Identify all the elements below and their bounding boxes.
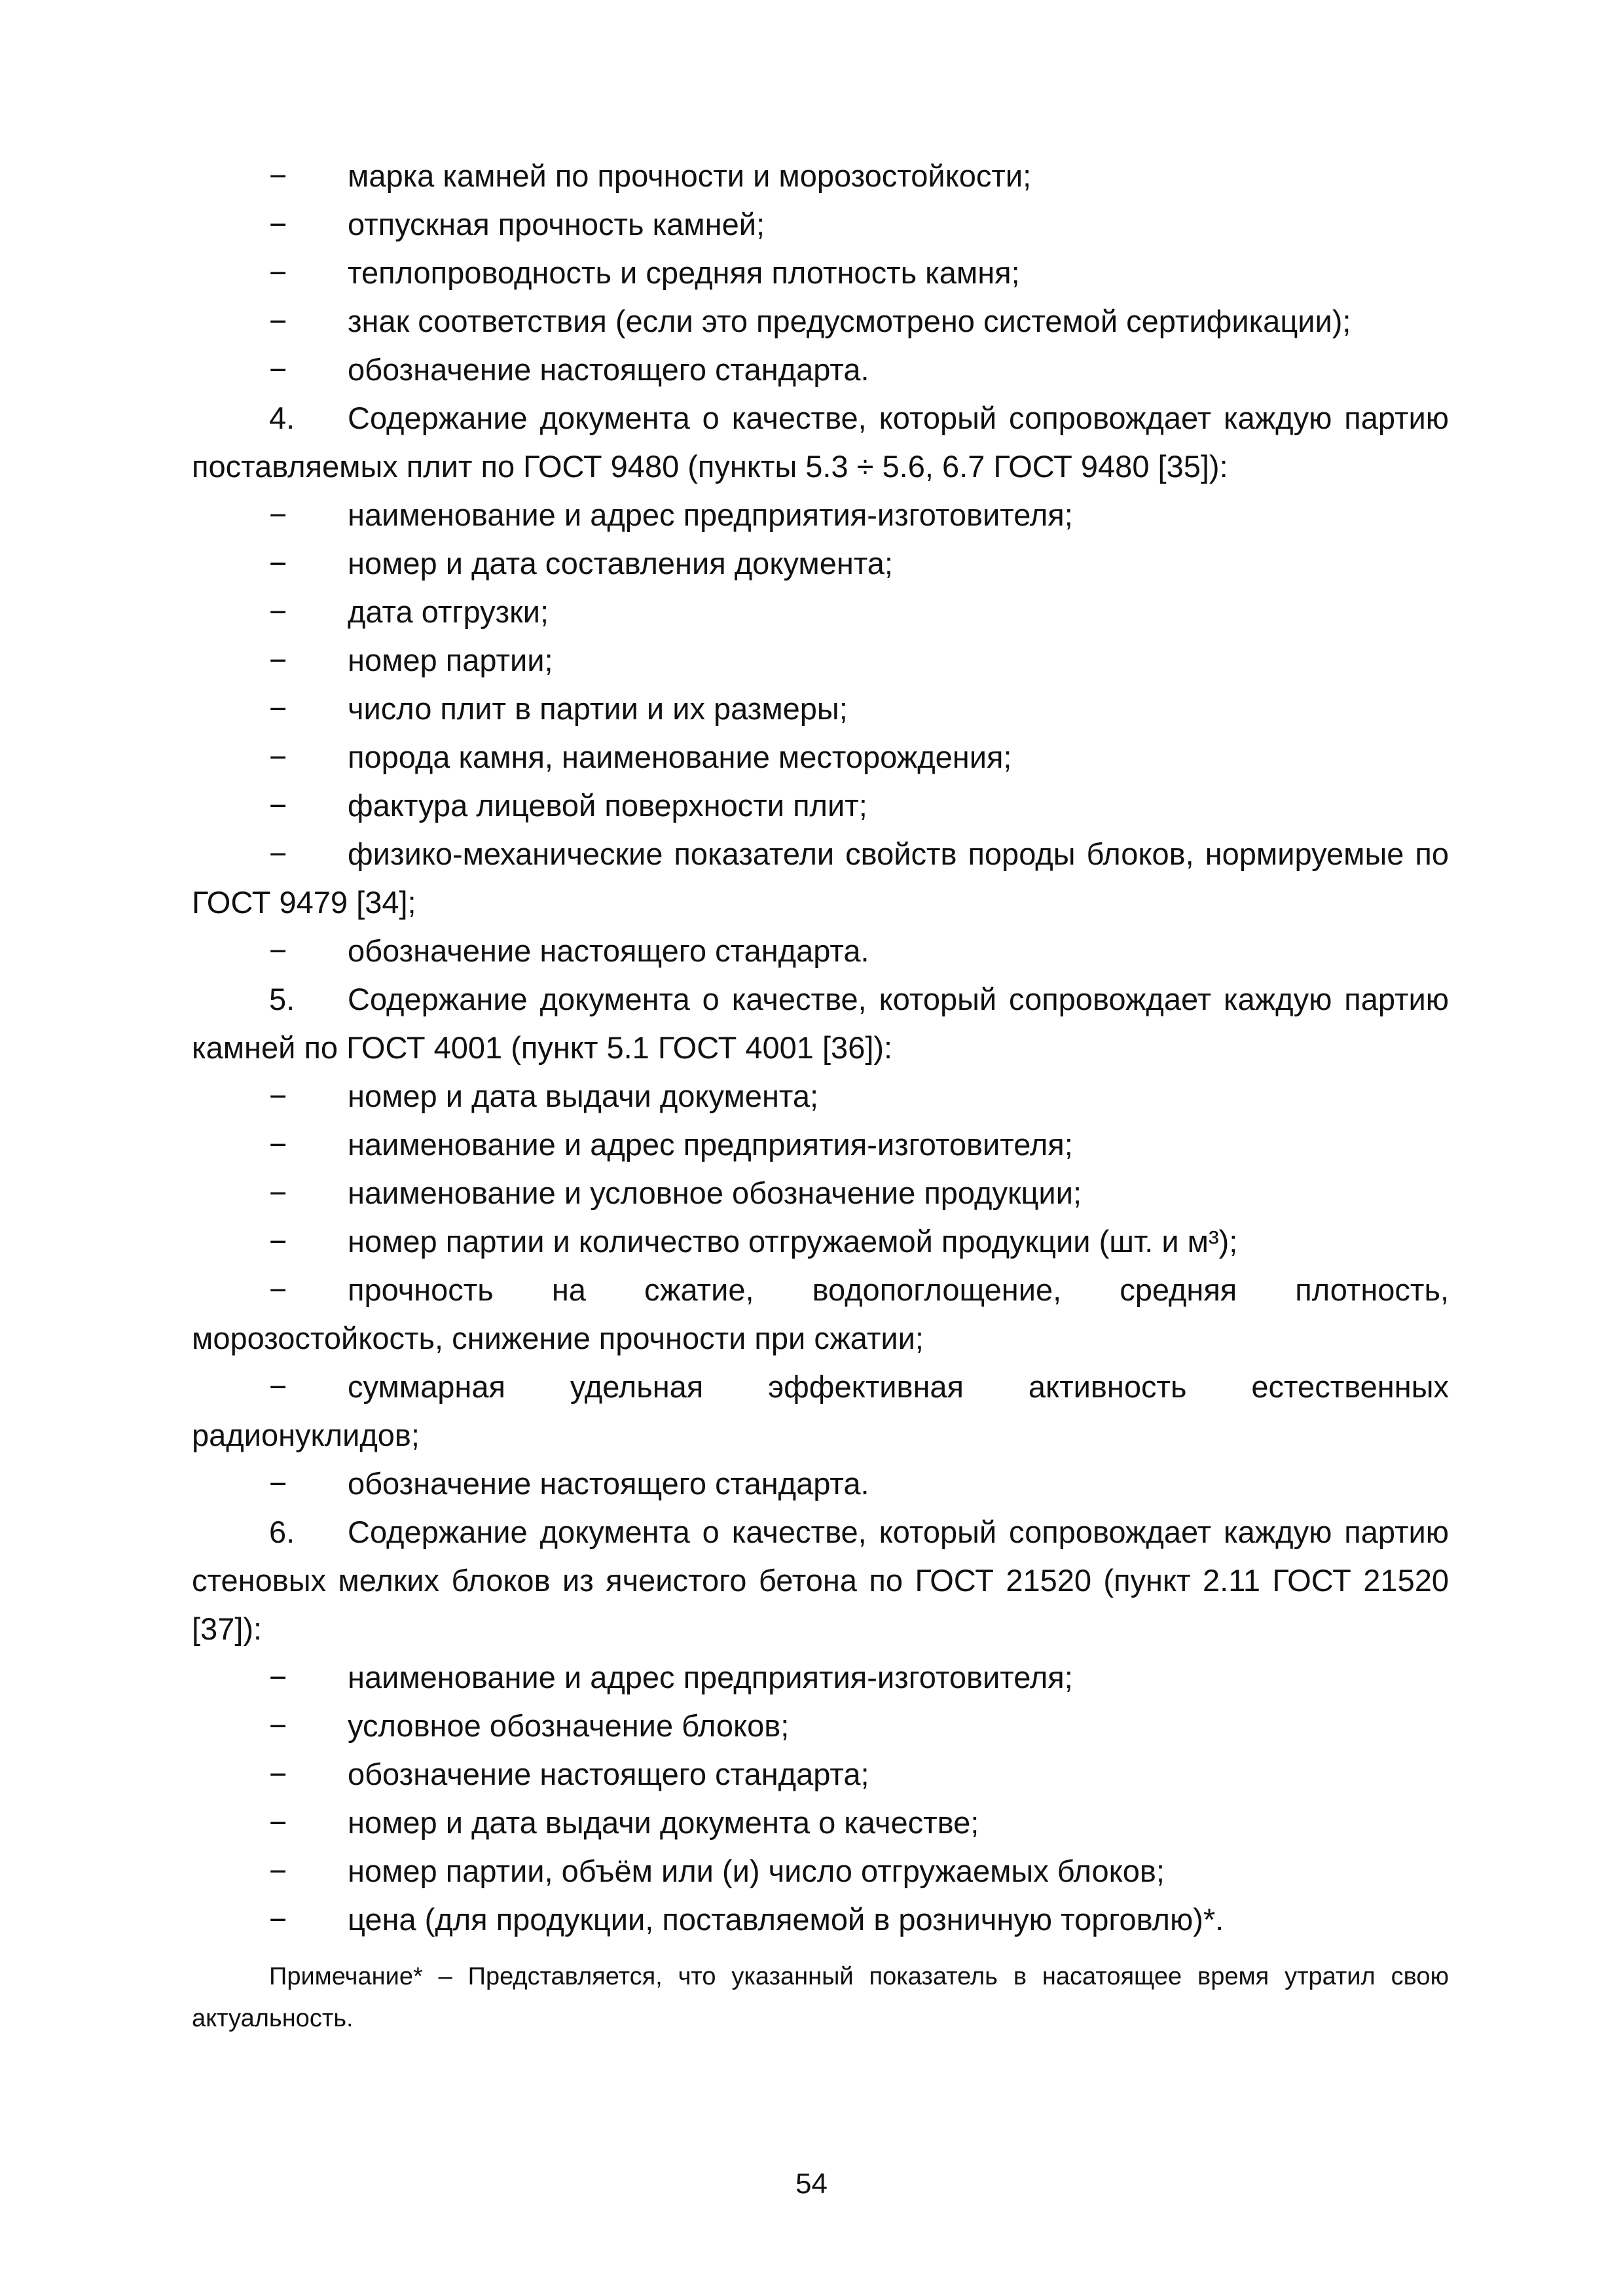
list-item-wrapped: − физико-механические показатели свойств породы блоков, нормируемые по ГОСТ 9479 [34];	[192, 836, 1449, 920]
list-item: − обозначение настоящего стандарта.	[269, 933, 869, 968]
list-item: − номер и дата выдачи документа;	[269, 1079, 819, 1113]
list-item: − фактура лицевой поверхности плит;	[269, 788, 867, 823]
list-item: − обозначение настоящего стандарта.	[269, 352, 869, 387]
list-item: − номер партии и количество отгружаемой продукции (шт. и м³);	[269, 1224, 1238, 1259]
section-4-paragraph: 4. Содержание документа о качестве, который сопровождает каждую партию поставляемых плит по ГОСТ 9480 (пункты 5.3 ÷ 5.6, 6.7 ГОСТ 9480 [35]):	[192, 401, 1449, 484]
section-6-paragraph: 6. Содержание документа о качестве, который сопровождает каждую партию стеновых мелких блоков из ячеистого бетона по ГОСТ 21520 (пункт 2.11 ГОСТ 21520 [37]):	[192, 1515, 1449, 1646]
list-item: − условное обозначение блоков;	[269, 1708, 790, 1743]
list-item: − порода камня, наименование месторождения;	[269, 740, 1012, 774]
list-item: − номер партии, объём или (и) число отгружаемых блоков;	[269, 1854, 1165, 1888]
list-item: − наименование и адрес предприятия-изготовителя;	[269, 1127, 1073, 1162]
list-item: − номер и дата составления документа;	[269, 546, 893, 581]
list-item: − цена (для продукции, поставляемой в розничную торговлю)*.	[269, 1902, 1224, 1937]
list-item: − отпускная прочность камней;	[269, 207, 765, 242]
footnote: Примечание* – Представляется, что указанный показатель в насатоящее время утратил свою актуальность.	[192, 1963, 1449, 2032]
list-item: − номер и дата выдачи документа о качестве;	[269, 1805, 979, 1840]
list-item-wrapped: − суммарная удельная эффективная активность естественных радионуклидов;	[192, 1369, 1449, 1452]
list-item: − номер партии;	[269, 643, 553, 677]
list-item: − дата отгрузки;	[269, 594, 549, 629]
list-item: − теплопроводность и средняя плотность камня;	[269, 255, 1020, 290]
list-item: − марка камней по прочности и морозостойкости;	[269, 158, 1032, 193]
section-5-paragraph: 5. Содержание документа о качестве, который сопровождает каждую партию камней по ГОСТ 4001 (пункт 5.1 ГОСТ 4001 [36]):	[192, 982, 1449, 1065]
document-body	[192, 152, 1449, 2039]
list-item: − наименование и адрес предприятия-изготовителя;	[269, 497, 1073, 532]
list-item: − наименование и условное обозначение продукции;	[269, 1175, 1082, 1210]
list-item: − обозначение настоящего стандарта.	[269, 1466, 869, 1501]
list-item: − число плит в партии и их размеры;	[269, 691, 848, 726]
list-item: − обозначение настоящего стандарта;	[269, 1757, 869, 1791]
list-item: − наименование и адрес предприятия-изготовителя;	[269, 1660, 1073, 1695]
list-item: − знак соответствия (если это предусмотрено системой сертификации);	[269, 304, 1351, 338]
page-number: 54	[795, 2168, 828, 2200]
list-item-wrapped: − прочность на сжатие, водопоглощение, средняя плотность, морозостойкость, снижение прочности при сжатии;	[192, 1272, 1449, 1355]
